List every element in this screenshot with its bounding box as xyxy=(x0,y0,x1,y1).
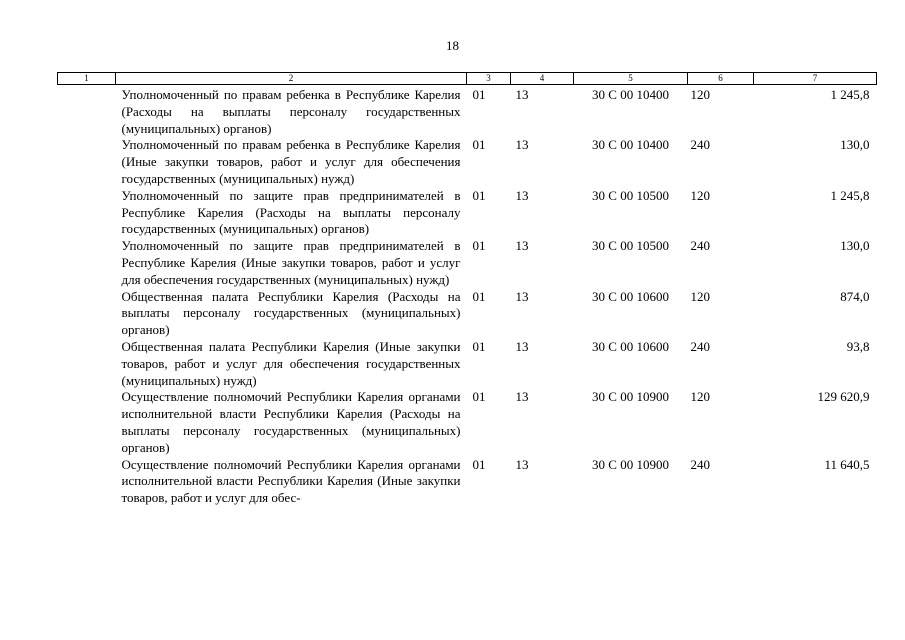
row-number-cell xyxy=(58,339,116,389)
column-header: 1 xyxy=(58,73,116,85)
section-cell: 01 xyxy=(472,238,486,254)
subsection-cell: 13 xyxy=(515,456,529,472)
subsection-cell: 13 xyxy=(515,238,529,254)
expense-name-cell: Уполномоченный по защите прав предпринимателей в Республике Карелия (Расходы на выплаты персоналу государственных (муниципальных) органов) xyxy=(121,187,461,237)
subsection-cell: 13 xyxy=(515,137,529,153)
expense-type-cell: 120 xyxy=(690,187,710,203)
column-header: 3 xyxy=(467,73,511,85)
target-article-cell: 30 С 00 10400 xyxy=(592,87,669,102)
expense-name-cell: Осуществление полномочий Республики Карелия органами исполнительной власти Республики Карелия (Иные закупки товаров, работ и услуг для обес- xyxy=(121,456,461,506)
table-row xyxy=(58,137,877,187)
target-article-cell: 30 С 00 10900 xyxy=(592,389,669,405)
section-cell: 01 xyxy=(472,338,486,354)
expense-name-cell: Общественная палата Республики Карелия (Расходы на выплаты персоналу государственных (муниципальных) органов) xyxy=(121,288,461,338)
column-header: 6 xyxy=(688,73,754,85)
expense-name-cell: Общественная палата Республики Карелия (Иные закупки товаров, работ и услуг для обеспечения государственных (муниципальных) нужд) xyxy=(121,338,461,388)
row-number-cell xyxy=(58,389,116,456)
amount-cell: 1 245,8 xyxy=(830,87,870,102)
expense-type-cell: 240 xyxy=(690,338,710,354)
section-cell: 01 xyxy=(472,137,486,153)
amount-cell: 130,0 xyxy=(840,238,870,254)
target-article-cell: 30 С 00 10600 xyxy=(592,288,669,304)
column-header: 7 xyxy=(754,73,877,85)
table-row xyxy=(58,188,877,238)
target-article-cell: 30 С 00 10500 xyxy=(592,238,669,254)
column-header: 5 xyxy=(574,73,688,85)
column-header: 2 xyxy=(116,73,467,85)
subsection-cell: 13 xyxy=(515,87,529,102)
expense-name-cell: Уполномоченный по правам ребенка в Республике Карелия (Расходы на выплаты персоналу государственных (муниципальных) органов) xyxy=(121,87,461,136)
amount-cell: 93,8 xyxy=(846,338,870,354)
table-row xyxy=(58,289,877,339)
column-header: 4 xyxy=(511,73,574,85)
expense-type-cell: 120 xyxy=(690,288,710,304)
table-row xyxy=(58,339,877,389)
target-article-cell: 30 С 00 10500 xyxy=(592,187,669,203)
expense-type-cell: 240 xyxy=(690,137,710,153)
target-article-cell: 30 С 00 10600 xyxy=(592,338,669,354)
amount-cell: 130,0 xyxy=(840,137,870,153)
subsection-cell: 13 xyxy=(515,389,529,405)
amount-cell: 129 620,9 xyxy=(817,389,870,405)
section-cell: 01 xyxy=(472,389,486,405)
target-article-cell: 30 С 00 10400 xyxy=(592,137,669,153)
subsection-cell: 13 xyxy=(515,288,529,304)
column-number-header xyxy=(58,73,877,85)
amount-cell: 874,0 xyxy=(840,288,870,304)
expense-type-cell: 120 xyxy=(690,389,710,405)
expense-type-cell: 120 xyxy=(690,87,710,102)
row-number-cell xyxy=(58,238,116,288)
page-number: 18 xyxy=(446,38,459,53)
expense-type-cell: 240 xyxy=(690,456,710,472)
row-number-cell xyxy=(58,188,116,238)
budget-table xyxy=(57,72,877,507)
section-cell: 01 xyxy=(472,187,486,203)
amount-cell: 1 245,8 xyxy=(830,187,870,203)
subsection-cell: 13 xyxy=(515,187,529,203)
table-row xyxy=(58,457,877,507)
expense-name-cell: Осуществление полномочий Республики Карелия органами исполнительной власти Республики Карелия (Расходы на выплаты персоналу государственных (муниципальных) органов) xyxy=(121,389,461,455)
expense-name-cell: Уполномоченный по защите прав предпринимателей в Республике Карелия (Иные закупки товаров, работ и услуг для обеспечения государственных (муниципальных) нужд) xyxy=(121,238,461,287)
row-number-cell xyxy=(58,289,116,339)
subsection-cell: 13 xyxy=(515,338,529,354)
target-article-cell: 30 С 00 10900 xyxy=(592,456,669,472)
table-row xyxy=(58,389,877,456)
row-number-cell xyxy=(58,85,116,138)
section-cell: 01 xyxy=(472,288,486,304)
amount-cell: 11 640,5 xyxy=(824,456,870,472)
expense-type-cell: 240 xyxy=(690,238,710,254)
expense-name-cell: Уполномоченный по правам ребенка в Республике Карелия (Иные закупки товаров, работ и услуг для обеспечения государственных (муниципальных) нужд) xyxy=(121,137,461,186)
row-number-cell xyxy=(58,137,116,187)
table-row xyxy=(58,85,877,138)
table-row xyxy=(58,238,877,288)
row-number-cell xyxy=(58,457,116,507)
section-cell: 01 xyxy=(472,87,486,102)
section-cell: 01 xyxy=(472,456,486,472)
